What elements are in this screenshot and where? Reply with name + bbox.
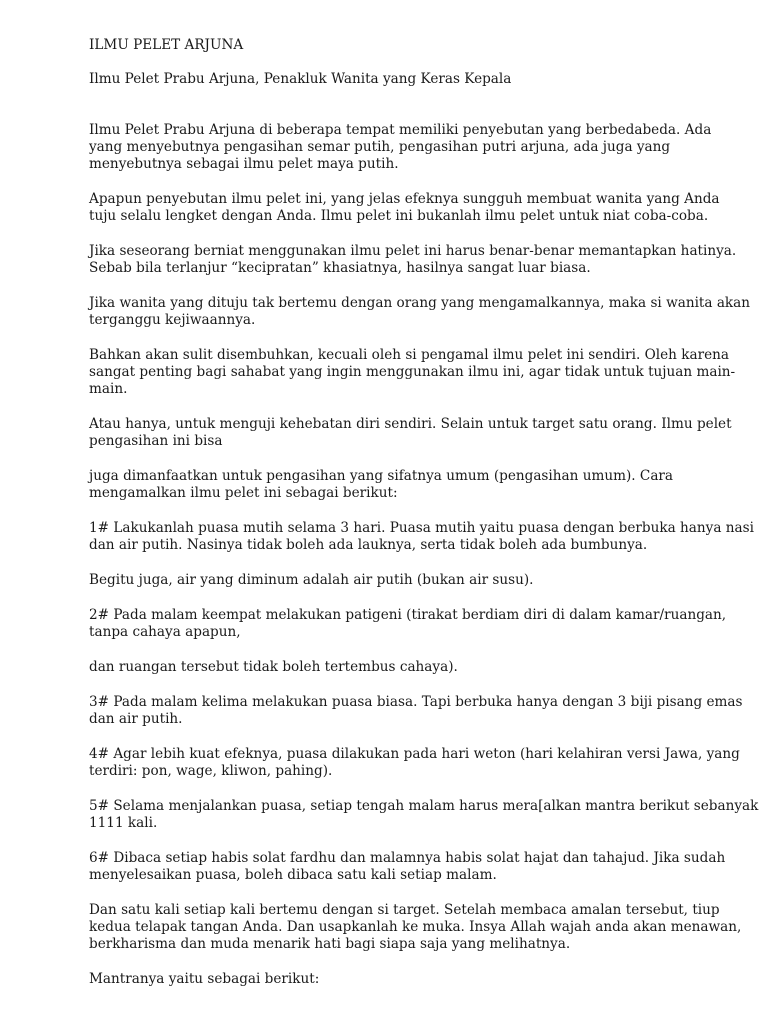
paragraph-line: terganggu kejiwaannya. xyxy=(89,312,256,328)
paragraph-line: Ilmu Pelet Prabu Arjuna di beberapa tempat memiliki penyebutan yang berbedabeda. Ada xyxy=(89,122,712,138)
paragraph-line: Mantranya yaitu sebagai berikut: xyxy=(89,971,320,987)
paragraph-line: Begitu juga, air yang diminum adalah air putih (bukan air susu). xyxy=(89,572,534,588)
paragraph-line: 1111 kali. xyxy=(89,815,158,831)
paragraph-line: berkharisma dan muda menarik hati bagi siapa saja yang melihatnya. xyxy=(89,936,571,952)
paragraph-line: juga dimanfaatkan untuk pengasihan yang sifatnya umum (pengasihan umum). Cara xyxy=(89,468,674,484)
paragraph-line: 1# Lakukanlah puasa mutih selama 3 hari. Puasa mutih yaitu puasa dengan berbuka hanya nasi xyxy=(89,520,754,536)
paragraph-line: 4# Agar lebih kuat efeknya, puasa dilakukan pada hari weton (hari kelahiran versi Jawa, yang xyxy=(89,746,740,762)
paragraph-line: mengamalkan ilmu pelet ini sebagai berikut: xyxy=(89,485,398,501)
paragraph-line: Jika wanita yang dituju tak bertemu dengan orang yang mengamalkannya, maka si wanita akan xyxy=(89,295,751,311)
paragraph-line: dan air putih. xyxy=(89,711,183,727)
paragraph-line: Apapun penyebutan ilmu pelet ini, yang jelas efeknya sungguh membuat wanita yang Anda xyxy=(89,191,720,207)
paragraph-line: dan air putih. Nasinya tidak boleh ada lauknya, serta tidak boleh ada bumbunya. xyxy=(89,537,648,553)
paragraph-line: 6# Dibaca setiap habis solat fardhu dan malamnya habis solat hajat dan tahajud. Jika sudah xyxy=(89,850,726,866)
paragraph-line: Atau hanya, untuk menguji kehebatan diri sendiri. Selain untuk target satu orang. Ilmu pelet xyxy=(89,416,732,432)
paragraph-line: main. xyxy=(89,381,128,397)
document-title: ILMU PELET ARJUNA xyxy=(89,37,244,53)
paragraph-line: Jika seseorang berniat menggunakan ilmu pelet ini harus benar-benar memantapkan hatinya. xyxy=(89,243,737,259)
paragraph-line: Bahkan akan sulit disembuhkan, kecuali oleh si pengamal ilmu pelet ini sendiri. Oleh karena xyxy=(89,347,729,363)
paragraph-line: sangat penting bagi sahabat yang ingin menggunakan ilmu ini, agar tidak untuk tujuan main- xyxy=(89,364,736,380)
paragraph-line: dan ruangan tersebut tidak boleh tertembus cahaya). xyxy=(89,659,458,675)
document-subtitle: Ilmu Pelet Prabu Arjuna, Penakluk Wanita yang Keras Kepala xyxy=(89,71,512,87)
paragraph-line: 3# Pada malam kelima melakukan puasa biasa. Tapi berbuka hanya dengan 3 biji pisang emas xyxy=(89,694,743,710)
paragraph-line: yang menyebutnya pengasihan semar putih, pengasihan putri arjuna, ada juga yang xyxy=(89,139,671,155)
paragraph-line: pengasihan ini bisa xyxy=(89,433,223,449)
paragraph-line: kedua telapak tangan Anda. Dan usapkanlah ke muka. Insya Allah wajah anda akan menawan, xyxy=(89,919,742,935)
paragraph-line: menyebutnya sebagai ilmu pelet maya putih. xyxy=(89,156,399,172)
paragraph-line: tanpa cahaya apapun, xyxy=(89,624,241,640)
paragraph-line: menyelesaikan puasa, boleh dibaca satu kali setiap malam. xyxy=(89,867,497,883)
paragraph-line: terdiri: pon, wage, kliwon, pahing). xyxy=(89,763,333,779)
paragraph-line: 2# Pada malam keempat melakukan patigeni (tirakat berdiam diri di dalam kamar/ruangan, xyxy=(89,607,727,623)
paragraph-line: Sebab bila terlanjur “kecipratan” khasiatnya, hasilnya sangat luar biasa. xyxy=(89,260,591,276)
paragraph-line: tuju selalu lengket dengan Anda. Ilmu pelet ini bukanlah ilmu pelet untuk niat coba-coba. xyxy=(89,208,709,224)
paragraph-line: Dan satu kali setiap kali bertemu dengan si target. Setelah membaca amalan tersebut, tiup xyxy=(89,902,720,918)
paragraph-line: 5# Selama menjalankan puasa, setiap tengah malam harus mera[alkan mantra berikut sebanyak xyxy=(89,798,759,814)
